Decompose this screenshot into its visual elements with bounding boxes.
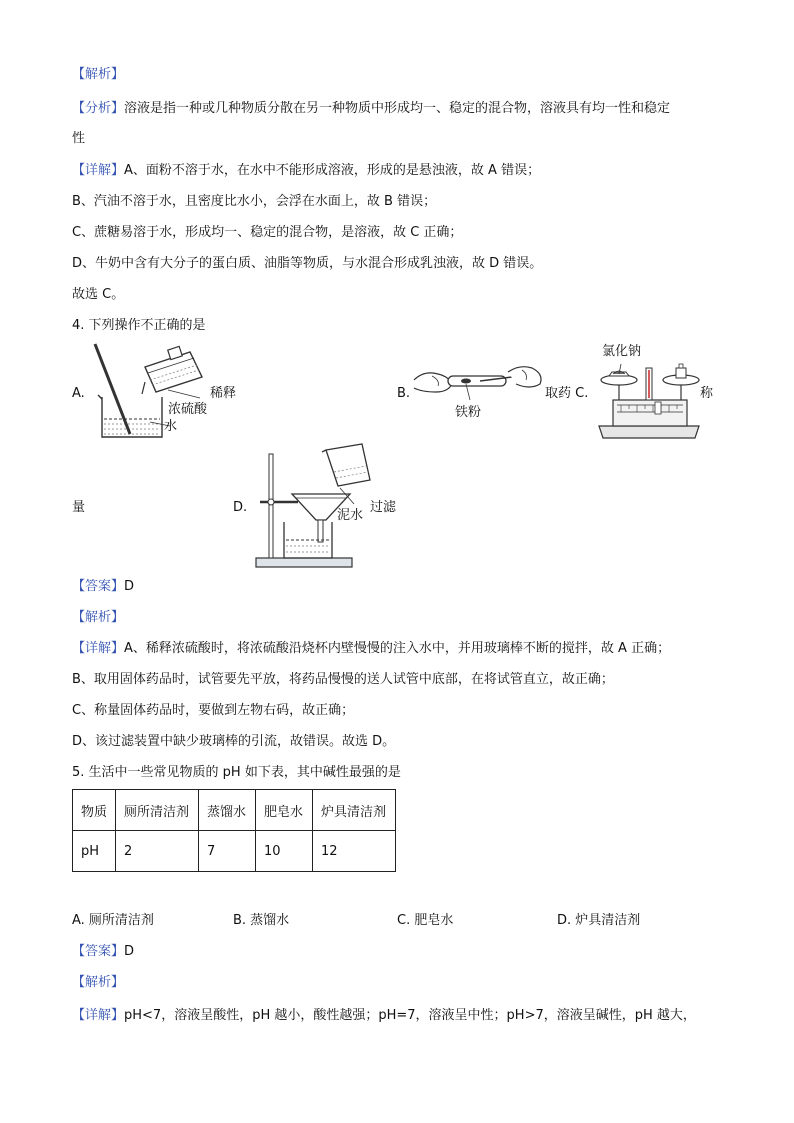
glass-rod-icon [95, 344, 130, 434]
question-5-stem: 5. 生活中一些常见物质的 pH 如下表，其中碱性最强的是 [72, 765, 401, 780]
beaker-icon [284, 522, 332, 558]
figure-c-balance [595, 360, 705, 446]
q5-answer [72, 943, 134, 961]
figure-d-filtration [250, 442, 380, 570]
detail-a-text: A、面粉不溶于水，在水中不能形成溶液，形成的是悬浊液，故 A 错误； [124, 163, 541, 178]
table-header-cell: 炉具清洁剂 [313, 790, 396, 831]
label-nishui: 泥水 [337, 508, 364, 523]
label-shui: 水 [164, 419, 178, 434]
fenxi-text: 溶液是指一种或几种物质分散在另一种物质中形成均一、稳定的混合物，溶液具有均一性和稳定 [124, 101, 671, 116]
analysis-line-1 [72, 100, 670, 118]
q4-detail-a [72, 640, 670, 658]
table-cell: 7 [199, 831, 256, 872]
q5-analysis-heading: 【解析】 [72, 975, 125, 990]
label-xishi: 稀释 [210, 386, 237, 401]
option-c-tail: 称 [700, 386, 714, 401]
xiangjie-tag: 【详解】 [72, 641, 125, 656]
label-lvhuana: 氯化钠 [602, 344, 642, 359]
conclusion-line: 故选 C。 [72, 287, 125, 302]
detail-line-a [72, 162, 540, 180]
analysis-line-2: 性 [72, 131, 86, 146]
detail-line-d: D、牛奶中含有大分子的蛋白质、油脂等物质，与水混合形成乳浊液，故 D 错误。 [72, 256, 543, 271]
balance-icon [599, 364, 699, 438]
figure-b-taking-reagent [412, 362, 547, 407]
option-b: B. 蒸馏水 [233, 913, 290, 928]
option-b-tail: 取药 C. [545, 386, 589, 401]
option-a: A. 厕所清洁剂 [72, 913, 154, 928]
q4-detail-c: C、称量固体药品时，要做到左物右码，故正确； [72, 703, 355, 718]
answer-value: D [124, 579, 135, 594]
table-header-cell: 蒸馏水 [199, 790, 256, 831]
reagent-bottle-icon [142, 346, 202, 394]
ph-table [72, 789, 396, 872]
fenxi-tag: 【分析】 [72, 101, 125, 116]
pouring-beaker-icon [322, 444, 370, 486]
table-row [73, 831, 396, 872]
label-nongliusuan: 浓硫酸 [168, 402, 208, 417]
table-cell: 10 [256, 831, 313, 872]
table-row [73, 790, 396, 831]
detail-line-b: B、汽油不溶于水，且密度比水小，会浮在水面上，故 B 错误； [72, 194, 437, 209]
answer-tag: 【答案】 [72, 579, 125, 594]
question-4-stem: 4. 下列操作不正确的是 [72, 318, 206, 333]
option-b-label: B. [397, 386, 411, 401]
test-tube-icon [448, 376, 506, 386]
detail-line-c: C、蔗糖易溶于水，形成均一、稳定的混合物，是溶液，故 C 正确； [72, 225, 463, 240]
option-d-label: D. [233, 500, 248, 515]
table-cell: 12 [313, 831, 396, 872]
analysis-heading: 【解析】 [72, 67, 125, 82]
option-d: D. 炉具清洁剂 [557, 913, 641, 928]
q4-detail-a-text: A、稀释浓硫酸时，将浓硫酸沿烧杯内壁慢慢的注入水中，并用玻璃棒不断的搅拌，故 A 正确； [124, 641, 671, 656]
right-hand-icon [508, 367, 541, 387]
xiangjie-tag: 【详解】 [72, 163, 125, 178]
xiangjie-tag: 【详解】 [72, 1008, 125, 1023]
option-a-label: A. [72, 386, 85, 401]
q4-detail-b: B、取用固体药品时，试管要先平放，将药品慢慢的送人试管中底部，在将试管直立，故正确； [72, 672, 614, 687]
table-cell: pH [73, 831, 116, 872]
q4-analysis-heading: 【解析】 [72, 610, 125, 625]
option-c-wrap: 量 [72, 500, 86, 515]
table-header-cell: 物质 [73, 790, 116, 831]
table-cell: 2 [116, 831, 199, 872]
answer-value: D [124, 944, 135, 959]
label-guolv: 过滤 [370, 500, 397, 515]
answer-tag: 【答案】 [72, 944, 125, 959]
q5-detail-text: pH<7，溶液呈酸性，pH 越小，酸性越强；pH=7，溶液呈中性；pH>7，溶液呈碱性，pH 越大， [124, 1008, 696, 1023]
table-header-cell: 肥皂水 [256, 790, 313, 831]
label-tiefen: 铁粉 [455, 405, 482, 420]
q4-detail-d: D、该过滤装置中缺少玻璃棒的引流，故错误。故选 D。 [72, 734, 396, 749]
q4-answer [72, 578, 134, 596]
option-c: C. 肥皂水 [397, 913, 454, 928]
q5-detail [72, 1007, 696, 1025]
table-header-cell: 厕所清洁剂 [116, 790, 199, 831]
left-hand-icon [414, 373, 452, 392]
